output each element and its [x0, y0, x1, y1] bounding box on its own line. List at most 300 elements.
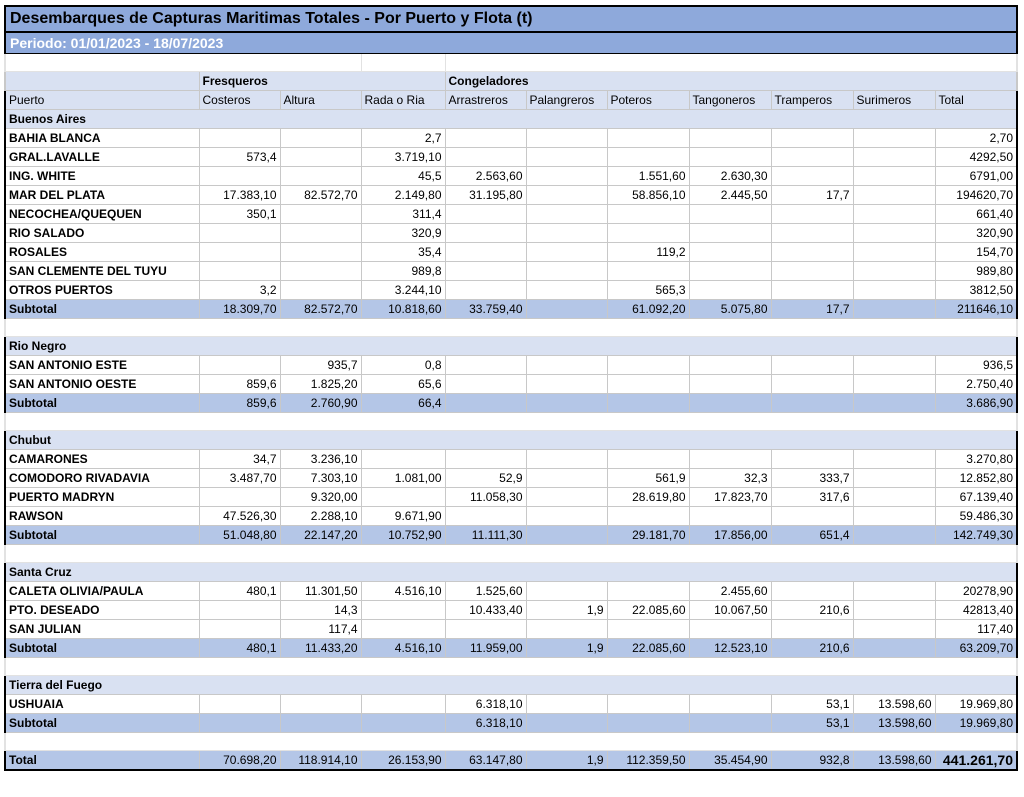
value-tangoneros: [689, 620, 771, 639]
blank-row: [5, 54, 1017, 72]
port-row: [5, 582, 1017, 601]
subtotal-surimeros: [853, 394, 935, 413]
value-tangoneros: [689, 356, 771, 375]
value-rada-o-ria: 35,4: [361, 243, 445, 262]
value-tramperos: 210,6: [771, 601, 853, 620]
port-name: ING. WHITE: [5, 167, 199, 186]
value-costeros: [199, 224, 280, 243]
value-total: 3.270,80: [935, 450, 1017, 469]
empty-cell: [5, 545, 1017, 563]
value-tramperos: [771, 620, 853, 639]
total-arrastreros: 63.147,80: [445, 751, 526, 771]
header-altura: Altura: [280, 91, 361, 110]
grand-total: 441.261,70: [935, 751, 1017, 771]
port-name: GRAL.LAVALLE: [5, 148, 199, 167]
subtotal-costeros: [199, 714, 280, 733]
value-surimeros: [853, 450, 935, 469]
value-palangreros: [526, 620, 607, 639]
subtotal-palangreros: [526, 526, 607, 545]
subtotal-label: Subtotal: [5, 526, 199, 545]
subtotal-tangoneros: 17.856,00: [689, 526, 771, 545]
value-altura: 935,7: [280, 356, 361, 375]
value-total: 661,40: [935, 205, 1017, 224]
period-row: [5, 32, 1017, 54]
value-tramperos: 53,1: [771, 695, 853, 714]
value-surimeros: [853, 167, 935, 186]
value-poteros: [607, 224, 689, 243]
value-rada-o-ria: [361, 620, 445, 639]
value-palangreros: [526, 205, 607, 224]
header-surimeros: Surimeros: [853, 91, 935, 110]
group-fresqueros: Fresqueros: [199, 72, 445, 91]
header-total: Total: [935, 91, 1017, 110]
port-row: [5, 620, 1017, 639]
port-name: USHUAIA: [5, 695, 199, 714]
value-palangreros: [526, 582, 607, 601]
value-surimeros: [853, 356, 935, 375]
value-total: 194620,70: [935, 186, 1017, 205]
port-name: SAN JULIAN: [5, 620, 199, 639]
subtotal-tramperos: [771, 394, 853, 413]
value-tramperos: [771, 582, 853, 601]
subtotal-total: 19.969,80: [935, 714, 1017, 733]
value-costeros: [199, 129, 280, 148]
value-arrastreros: [445, 450, 526, 469]
subtotal-altura: [280, 714, 361, 733]
value-tramperos: [771, 129, 853, 148]
value-tangoneros: 17.823,70: [689, 488, 771, 507]
value-surimeros: [853, 129, 935, 148]
value-poteros: [607, 356, 689, 375]
total-rada-o-ria: 26.153,90: [361, 751, 445, 771]
subtotal-costeros: 18.309,70: [199, 300, 280, 319]
value-palangreros: [526, 695, 607, 714]
value-costeros: [199, 243, 280, 262]
subtotal-altura: 82.572,70: [280, 300, 361, 319]
subtotal-poteros: 22.085,60: [607, 639, 689, 658]
value-total: 989,80: [935, 262, 1017, 281]
value-rada-o-ria: 311,4: [361, 205, 445, 224]
value-palangreros: 1,9: [526, 601, 607, 620]
value-palangreros: [526, 356, 607, 375]
port-row: [5, 469, 1017, 488]
value-altura: [280, 243, 361, 262]
value-palangreros: [526, 224, 607, 243]
value-poteros: [607, 695, 689, 714]
subtotal-arrastreros: 11.959,00: [445, 639, 526, 658]
port-name: CALETA OLIVIA/PAULA: [5, 582, 199, 601]
value-tangoneros: 10.067,50: [689, 601, 771, 620]
table-body: [5, 6, 1017, 770]
value-palangreros: [526, 148, 607, 167]
value-tramperos: 333,7: [771, 469, 853, 488]
subtotal-tramperos: 651,4: [771, 526, 853, 545]
value-palangreros: [526, 450, 607, 469]
header-tangoneros: Tangoneros: [689, 91, 771, 110]
value-surimeros: [853, 582, 935, 601]
value-surimeros: [853, 186, 935, 205]
subtotal-poteros: 61.092,20: [607, 300, 689, 319]
value-poteros: [607, 620, 689, 639]
sheet-title: Desembarques de Capturas Maritimas Totales - Por Puerto y Flota (t): [5, 6, 1017, 32]
value-tangoneros: [689, 205, 771, 224]
subtotal-rada-o-ria: 4.516,10: [361, 639, 445, 658]
value-tangoneros: [689, 281, 771, 300]
port-row: [5, 129, 1017, 148]
value-tramperos: [771, 356, 853, 375]
subtotal-palangreros: 1,9: [526, 639, 607, 658]
value-poteros: [607, 450, 689, 469]
value-poteros: [607, 129, 689, 148]
port-row: [5, 281, 1017, 300]
region-header-row: [5, 110, 1017, 129]
port-name: ROSALES: [5, 243, 199, 262]
subtotal-tangoneros: [689, 394, 771, 413]
port-name: PUERTO MADRYN: [5, 488, 199, 507]
value-rada-o-ria: 65,6: [361, 375, 445, 394]
subtotal-tangoneros: 5.075,80: [689, 300, 771, 319]
empty-cell: [5, 658, 1017, 676]
total-costeros: 70.698,20: [199, 751, 280, 771]
value-arrastreros: 6.318,10: [445, 695, 526, 714]
value-poteros: [607, 148, 689, 167]
value-palangreros: [526, 167, 607, 186]
value-arrastreros: [445, 129, 526, 148]
blank-row: [5, 733, 1017, 751]
region-header-row: [5, 563, 1017, 582]
value-arrastreros: [445, 262, 526, 281]
value-altura: [280, 205, 361, 224]
value-rada-o-ria: 2,7: [361, 129, 445, 148]
value-total: 936,5: [935, 356, 1017, 375]
value-arrastreros: [445, 224, 526, 243]
value-arrastreros: [445, 620, 526, 639]
value-poteros: 58.856,10: [607, 186, 689, 205]
subtotal-arrastreros: [445, 394, 526, 413]
subtotal-rada-o-ria: 10.752,90: [361, 526, 445, 545]
value-arrastreros: [445, 281, 526, 300]
title-row: [5, 6, 1017, 32]
value-surimeros: 13.598,60: [853, 695, 935, 714]
value-tangoneros: [689, 507, 771, 526]
value-arrastreros: [445, 243, 526, 262]
region-name: Tierra del Fuego: [5, 676, 1017, 695]
total-tangoneros: 35.454,90: [689, 751, 771, 771]
value-surimeros: [853, 375, 935, 394]
port-name: PTO. DESEADO: [5, 601, 199, 620]
value-arrastreros: 31.195,80: [445, 186, 526, 205]
value-rada-o-ria: 45,5: [361, 167, 445, 186]
value-costeros: [199, 356, 280, 375]
subtotal-rada-o-ria: 66,4: [361, 394, 445, 413]
value-altura: 82.572,70: [280, 186, 361, 205]
port-name: CAMARONES: [5, 450, 199, 469]
value-altura: [280, 695, 361, 714]
value-poteros: 22.085,60: [607, 601, 689, 620]
total-row: [5, 751, 1017, 771]
value-tangoneros: [689, 243, 771, 262]
value-rada-o-ria: 989,8: [361, 262, 445, 281]
subtotal-surimeros: [853, 639, 935, 658]
value-costeros: 480,1: [199, 582, 280, 601]
value-total: 320,90: [935, 224, 1017, 243]
port-row: [5, 507, 1017, 526]
port-name: SAN CLEMENTE DEL TUYU: [5, 262, 199, 281]
subtotal-row: [5, 394, 1017, 413]
value-tangoneros: 2.455,60: [689, 582, 771, 601]
header-tramperos: Tramperos: [771, 91, 853, 110]
value-poteros: [607, 507, 689, 526]
subtotal-poteros: [607, 714, 689, 733]
value-poteros: 561,9: [607, 469, 689, 488]
port-name: RIO SALADO: [5, 224, 199, 243]
value-tramperos: [771, 148, 853, 167]
subtotal-arrastreros: 11.111,30: [445, 526, 526, 545]
value-tramperos: 17,7: [771, 186, 853, 205]
value-palangreros: [526, 469, 607, 488]
value-palangreros: [526, 186, 607, 205]
header-palangreros: Palangreros: [526, 91, 607, 110]
value-costeros: [199, 601, 280, 620]
value-poteros: [607, 375, 689, 394]
region-name: Buenos Aires: [5, 110, 1017, 129]
value-tangoneros: 32,3: [689, 469, 771, 488]
subtotal-total: 63.209,70: [935, 639, 1017, 658]
empty-cell: [5, 733, 1017, 751]
port-name: NECOCHEA/QUEQUEN: [5, 205, 199, 224]
value-total: 67.139,40: [935, 488, 1017, 507]
value-rada-o-ria: 3.719,10: [361, 148, 445, 167]
value-surimeros: [853, 601, 935, 620]
value-altura: 117,4: [280, 620, 361, 639]
value-tangoneros: 2.445,50: [689, 186, 771, 205]
value-tangoneros: [689, 375, 771, 394]
empty-cell: [5, 413, 1017, 431]
value-altura: [280, 148, 361, 167]
value-costeros: 3.487,70: [199, 469, 280, 488]
subtotal-label: Subtotal: [5, 639, 199, 658]
spreadsheet: [4, 5, 1018, 771]
blank-row: [5, 545, 1017, 563]
subtotal-surimeros: [853, 300, 935, 319]
subtotal-altura: 2.760,90: [280, 394, 361, 413]
value-total: 154,70: [935, 243, 1017, 262]
value-surimeros: [853, 205, 935, 224]
subtotal-costeros: 51.048,80: [199, 526, 280, 545]
port-row: [5, 205, 1017, 224]
total-surimeros: 13.598,60: [853, 751, 935, 771]
value-arrastreros: 52,9: [445, 469, 526, 488]
value-surimeros: [853, 488, 935, 507]
value-tramperos: [771, 243, 853, 262]
value-total: 117,40: [935, 620, 1017, 639]
value-costeros: 859,6: [199, 375, 280, 394]
column-header-row: [5, 91, 1017, 110]
value-palangreros: [526, 281, 607, 300]
value-tramperos: [771, 450, 853, 469]
value-total: 2,70: [935, 129, 1017, 148]
value-tangoneros: [689, 450, 771, 469]
value-poteros: [607, 205, 689, 224]
value-rada-o-ria: 4.516,10: [361, 582, 445, 601]
port-row: [5, 243, 1017, 262]
port-row: [5, 262, 1017, 281]
subtotal-arrastreros: 6.318,10: [445, 714, 526, 733]
value-altura: 3.236,10: [280, 450, 361, 469]
port-name: RAWSON: [5, 507, 199, 526]
empty-cell: [5, 72, 199, 91]
value-rada-o-ria: [361, 601, 445, 620]
value-tramperos: [771, 205, 853, 224]
value-costeros: [199, 167, 280, 186]
value-total: 12.852,80: [935, 469, 1017, 488]
value-altura: 11.301,50: [280, 582, 361, 601]
value-tramperos: [771, 507, 853, 526]
subtotal-poteros: 29.181,70: [607, 526, 689, 545]
subtotal-tramperos: 17,7: [771, 300, 853, 319]
subtotal-tangoneros: [689, 714, 771, 733]
header-arrastreros: Arrastreros: [445, 91, 526, 110]
total-altura: 118.914,10: [280, 751, 361, 771]
subtotal-row: [5, 526, 1017, 545]
subtotal-palangreros: [526, 300, 607, 319]
landings-table: [4, 5, 1018, 771]
value-surimeros: [853, 148, 935, 167]
value-poteros: 1.551,60: [607, 167, 689, 186]
subtotal-altura: 22.147,20: [280, 526, 361, 545]
value-total: 6791,00: [935, 167, 1017, 186]
empty-cell: [5, 319, 1017, 337]
value-costeros: 350,1: [199, 205, 280, 224]
value-arrastreros: [445, 205, 526, 224]
value-costeros: 17.383,10: [199, 186, 280, 205]
port-row: [5, 186, 1017, 205]
port-row: [5, 148, 1017, 167]
fleet-group-row: [5, 72, 1017, 91]
value-total: 2.750,40: [935, 375, 1017, 394]
value-tramperos: [771, 262, 853, 281]
subtotal-altura: 11.433,20: [280, 639, 361, 658]
subtotal-arrastreros: 33.759,40: [445, 300, 526, 319]
region-name: Santa Cruz: [5, 563, 1017, 582]
subtotal-row: [5, 714, 1017, 733]
value-altura: 2.288,10: [280, 507, 361, 526]
value-rada-o-ria: [361, 695, 445, 714]
header-puerto: Puerto: [5, 91, 199, 110]
value-rada-o-ria: 9.671,90: [361, 507, 445, 526]
value-altura: 14,3: [280, 601, 361, 620]
value-tangoneros: [689, 148, 771, 167]
value-altura: [280, 281, 361, 300]
region-header-row: [5, 431, 1017, 450]
empty-cell: [445, 54, 1017, 72]
subtotal-poteros: [607, 394, 689, 413]
value-arrastreros: 10.433,40: [445, 601, 526, 620]
subtotal-surimeros: 13.598,60: [853, 714, 935, 733]
value-costeros: 573,4: [199, 148, 280, 167]
empty-cell: [5, 54, 361, 72]
value-costeros: [199, 262, 280, 281]
value-costeros: 3,2: [199, 281, 280, 300]
value-arrastreros: [445, 375, 526, 394]
value-poteros: [607, 582, 689, 601]
value-tramperos: [771, 281, 853, 300]
value-tangoneros: 2.630,30: [689, 167, 771, 186]
empty-cell: [361, 54, 445, 72]
header-costeros: Costeros: [199, 91, 280, 110]
value-costeros: 47.526,30: [199, 507, 280, 526]
subtotal-rada-o-ria: 10.818,60: [361, 300, 445, 319]
blank-row: [5, 319, 1017, 337]
value-arrastreros: 11.058,30: [445, 488, 526, 507]
subtotal-palangreros: [526, 394, 607, 413]
value-altura: [280, 262, 361, 281]
subtotal-label: Subtotal: [5, 300, 199, 319]
value-total: 42813,40: [935, 601, 1017, 620]
subtotal-costeros: 859,6: [199, 394, 280, 413]
value-altura: 7.303,10: [280, 469, 361, 488]
value-arrastreros: [445, 507, 526, 526]
total-poteros: 112.359,50: [607, 751, 689, 771]
value-surimeros: [853, 262, 935, 281]
value-surimeros: [853, 620, 935, 639]
value-costeros: [199, 620, 280, 639]
value-palangreros: [526, 243, 607, 262]
value-arrastreros: 1.525,60: [445, 582, 526, 601]
value-tangoneros: [689, 224, 771, 243]
value-tangoneros: [689, 695, 771, 714]
value-palangreros: [526, 375, 607, 394]
port-row: [5, 356, 1017, 375]
value-tangoneros: [689, 262, 771, 281]
value-surimeros: [853, 243, 935, 262]
blank-row: [5, 658, 1017, 676]
value-total: 59.486,30: [935, 507, 1017, 526]
port-row: [5, 375, 1017, 394]
value-arrastreros: [445, 148, 526, 167]
region-name: Rio Negro: [5, 337, 1017, 356]
value-altura: [280, 167, 361, 186]
value-surimeros: [853, 281, 935, 300]
subtotal-label: Subtotal: [5, 714, 199, 733]
value-poteros: 28.619,80: [607, 488, 689, 507]
port-row: [5, 601, 1017, 620]
subtotal-total: 3.686,90: [935, 394, 1017, 413]
header-rada-o-ria: Rada o Ria: [361, 91, 445, 110]
value-surimeros: [853, 507, 935, 526]
value-costeros: 34,7: [199, 450, 280, 469]
value-surimeros: [853, 224, 935, 243]
port-row: [5, 695, 1017, 714]
value-poteros: [607, 262, 689, 281]
port-name: OTROS PUERTOS: [5, 281, 199, 300]
subtotal-row: [5, 300, 1017, 319]
subtotal-total: 211646,10: [935, 300, 1017, 319]
total-tramperos: 932,8: [771, 751, 853, 771]
group-congeladores: Congeladores: [445, 72, 1017, 91]
port-name: BAHIA BLANCA: [5, 129, 199, 148]
region-header-row: [5, 676, 1017, 695]
value-palangreros: [526, 488, 607, 507]
port-row: [5, 488, 1017, 507]
value-rada-o-ria: 0,8: [361, 356, 445, 375]
value-total: 20278,90: [935, 582, 1017, 601]
value-arrastreros: 2.563,60: [445, 167, 526, 186]
value-rada-o-ria: 1.081,00: [361, 469, 445, 488]
value-total: 4292,50: [935, 148, 1017, 167]
subtotal-label: Subtotal: [5, 394, 199, 413]
value-rada-o-ria: 3.244,10: [361, 281, 445, 300]
